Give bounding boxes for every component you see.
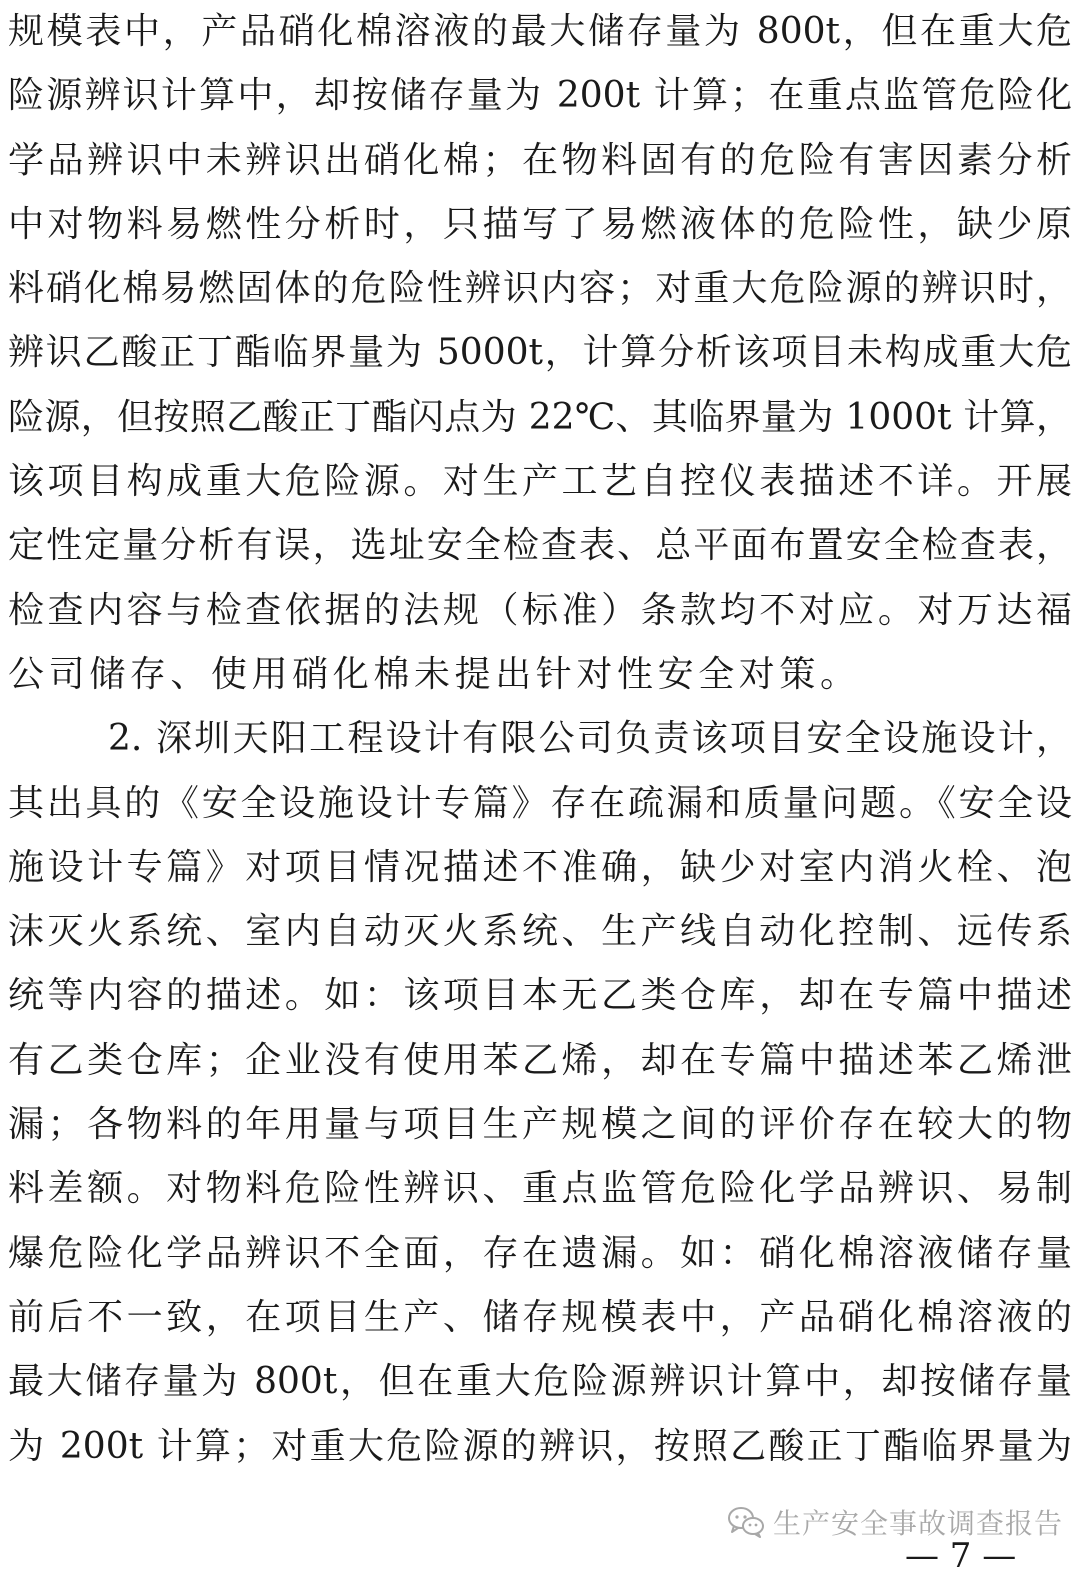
text-line-11: 公司储存、使用硝化棉未提出针对性安全对策。 <box>8 653 861 695</box>
text-line-8: 该项目构成重大危险源。对生产工艺自控仪表描述不详。开展 <box>8 461 1072 503</box>
text-line-18: 漏；各物料的年用量与项目生产规模之间的评价存在较大的物 <box>8 1104 1072 1146</box>
text-line-16: 统等内容的描述。如：该项目本无乙类仓库，却在专篇中描述 <box>8 975 1072 1017</box>
text-line-14: 施设计专篇》对项目情况描述不准确，缺少对室内消火栓、泡 <box>8 846 1072 888</box>
text-line-10: 检查内容与检查依据的法规（标准）条款均不对应。对万达福 <box>8 589 1072 631</box>
text-line-1: 规模表中，产品硝化棉溶液的最大储存量为 800t，但在重大危 <box>8 11 1072 52</box>
page-number: — 7 — <box>905 1536 1017 1576</box>
text-line-22: 最大储存量为 800t，但在重大危险源辨识计算中，却按储存量 <box>8 1361 1072 1403</box>
text-line-5: 料硝化棉易燃固体的危险性辨识内容；对重大危险源的辨识时， <box>8 268 1072 310</box>
watermark-text: 生产安全事故调查报告 <box>773 1507 1064 1540</box>
text-line-9: 定性定量分析有误，选址安全检查表、总平面布置安全检查表， <box>8 525 1072 567</box>
text-line-20: 爆危险化学品辨识不全面，存在遗漏。如：硝化棉溶液储存量 <box>8 1232 1072 1274</box>
text-line-12: 2. 深圳天阳工程设计有限公司负责该项目安全设施设计， <box>108 718 1072 760</box>
text-line-23: 为 200t 计算；对重大危险源的辨识，按照乙酸正丁酯临界量为 <box>8 1425 1072 1467</box>
text-line-3: 学品辨识中未辨识出硝化棉；在物料固有的危险有害因素分析 <box>8 139 1072 181</box>
wechat-icon <box>727 1506 765 1538</box>
text-line-21: 前后不一致，在项目生产、储存规模表中，产品硝化棉溶液的 <box>8 1296 1072 1338</box>
text-line-7: 险源，但按照乙酸正丁酯闪点为 22℃、其临界量为 1000t 计算， <box>8 396 1072 438</box>
text-line-13: 其出具的《安全设施设计专篇》存在疏漏和质量问题。《安全设 <box>8 782 1072 824</box>
text-line-15: 沫灭火系统、室内自动灭火系统、生产线自动化控制、远传系 <box>8 911 1072 953</box>
text-line-19: 料差额。对物料危险性辨识、重点监管危险化学品辨识、易制 <box>8 1168 1072 1210</box>
text-line-4: 中对物料易燃性分析时，只描写了易燃液体的危险性，缺少原 <box>8 203 1072 245</box>
text-line-2: 险源辨识计算中，却按储存量为 200t 计算；在重点监管危险化 <box>8 75 1072 117</box>
body-text <box>8 0 1072 1479</box>
text-line-17: 有乙类仓库；企业没有使用苯乙烯，却在专篇中描述苯乙烯泄 <box>8 1039 1072 1081</box>
text-line-6: 辨识乙酸正丁酯临界量为 5000t，计算分析该项目未构成重大危 <box>8 332 1072 374</box>
